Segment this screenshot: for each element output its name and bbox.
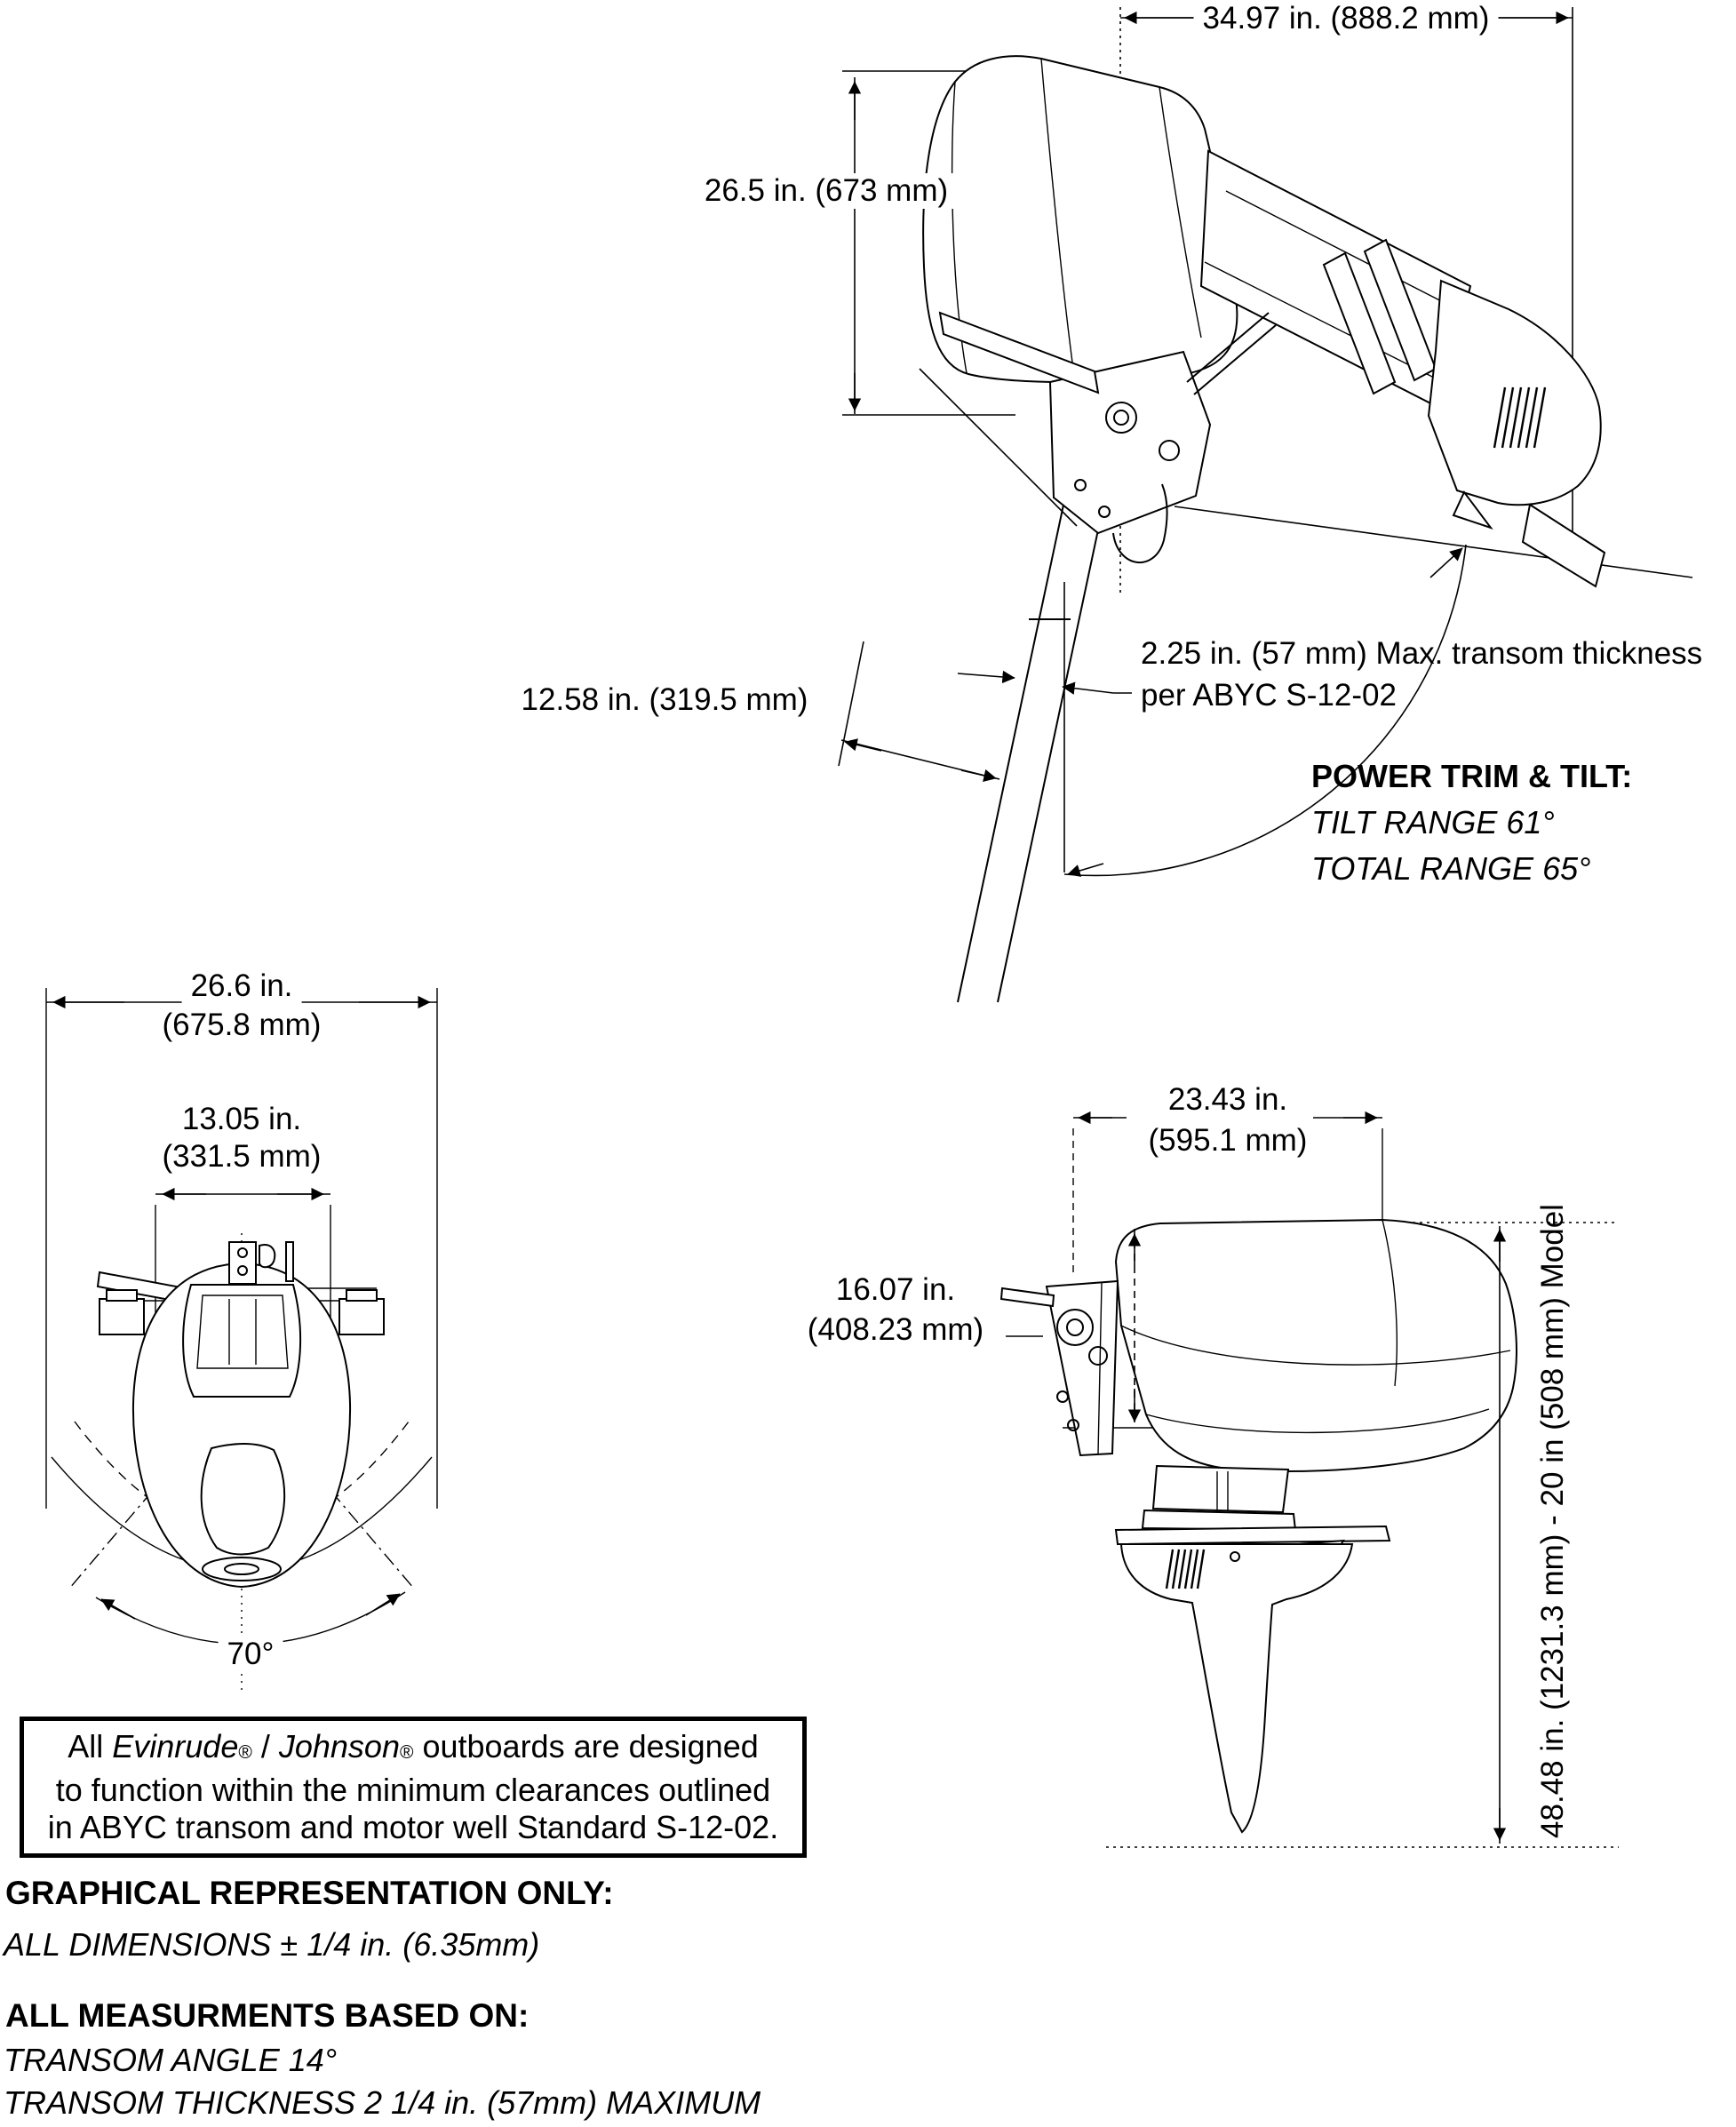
dim-transom-offset: 12.58 in. (319.5 mm) <box>521 682 808 717</box>
dim-sideview-length-in: 23.43 in. <box>1167 1082 1288 1117</box>
dim-sideview-length-mm: (595.1 mm) <box>1148 1123 1308 1158</box>
notice-line1-rest: outboards are designed <box>413 1728 759 1765</box>
dim-topview-inner-in: 13.05 in. <box>181 1102 302 1136</box>
transom-thickness-note-line1: 2.25 in. (57 mm) Max. transom thickness <box>1141 636 1703 671</box>
footer-heading-measurements: ALL MEASURMENTS BASED ON: <box>5 1997 530 2034</box>
footer-heading-graphical: GRAPHICAL REPRESENTATION ONLY: <box>5 1875 614 1911</box>
top-view-drawing <box>46 988 437 1690</box>
dim-topview-outer-mm: (675.8 mm) <box>154 1008 330 1043</box>
dim-topview-inner-mm: (331.5 mm) <box>162 1139 322 1174</box>
registered-mark-icon: ® <box>399 1742 414 1763</box>
footer-dimension-tolerance: ALL DIMENSIONS ± 1/4 in. (6.35mm) <box>4 1926 540 1963</box>
notice-pre: All <box>68 1728 113 1765</box>
dim-sideview-height-in: 16.07 in. <box>835 1272 956 1307</box>
brand-evinrude: Evinrude <box>112 1728 239 1765</box>
notice-line1 <box>35 1728 792 1772</box>
dim-overall-width-tilted: 34.97 in. (888.2 mm) <box>1194 1 1499 36</box>
total-range-value: TOTAL RANGE 65° <box>1311 850 1591 887</box>
notice-line3: in ABYC transom and motor well Standard S-12-02. <box>47 1809 779 1845</box>
dim-sideview-overall-height: 48.48 in. (1231.3 mm) - 20 in (508 mm) Model <box>1535 1204 1570 1838</box>
notice-line2: to function within the minimum clearances outlined <box>55 1772 771 1808</box>
power-trim-tilt-block <box>1311 753 1632 892</box>
footer-transom-thickness: TRANSOM THICKNESS 2 1/4 in. (57mm) MAXIMUM <box>4 2084 761 2121</box>
dim-height-tilted: 26.5 in. (673 mm) <box>696 173 957 209</box>
power-trim-title: POWER TRIM & TILT: <box>1311 758 1633 794</box>
side-view-drawing <box>1001 1118 1619 1847</box>
steering-angle-label: 70° <box>219 1637 283 1672</box>
dim-topview-outer-in: 26.6 in. <box>182 968 302 1004</box>
registered-mark-icon: ® <box>238 1742 252 1763</box>
tilt-range-value: TILT RANGE 61° <box>1311 804 1555 840</box>
clearance-notice-box <box>20 1717 807 1858</box>
dim-sideview-height-mm: (408.23 mm) <box>807 1312 984 1347</box>
transom-thickness-note <box>1141 633 1702 716</box>
footer-transom-angle: TRANSOM ANGLE 14° <box>4 2042 338 2078</box>
brand-johnson: Johnson <box>278 1728 400 1765</box>
notice-separator: / <box>251 1728 279 1765</box>
transom-thickness-note-line2: per ABYC S-12-02 <box>1141 678 1397 713</box>
